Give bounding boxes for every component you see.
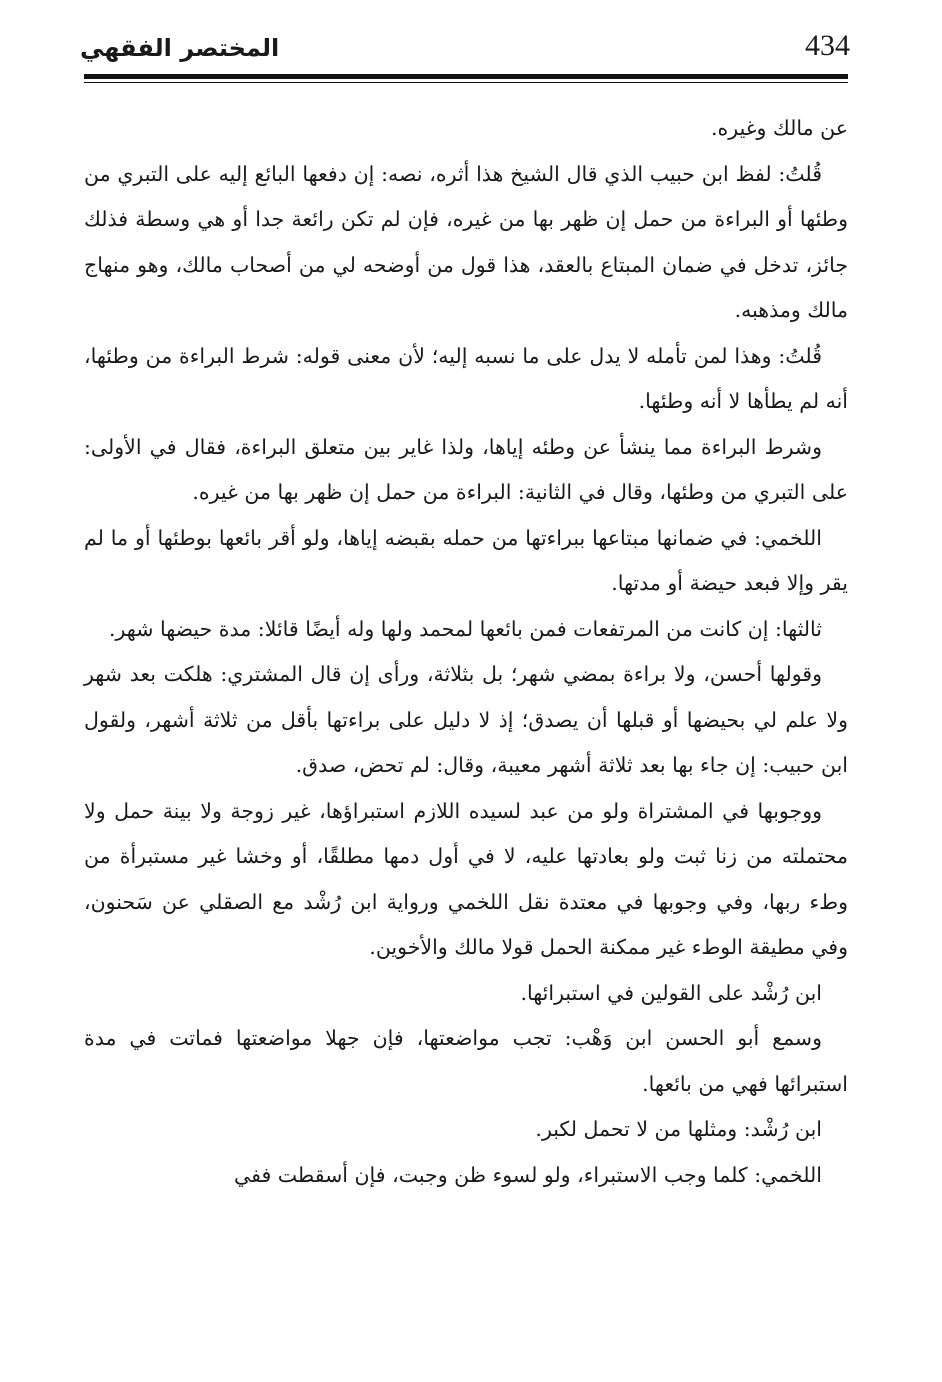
- paragraph: وسمع أبو الحسن ابن وَهْب: تجب مواضعتها، فإن جهلا مواضعتها فماتت في مدة استبرائها فهي من بائعها.: [84, 1026, 848, 1096]
- running-title: المختصر الفقهي: [80, 34, 280, 62]
- page-header: [80, 26, 850, 74]
- paragraph: ووجوبها في المشتراة ولو من عبد لسيده اللازم استبراؤها، غير زوجة ولا بينة حمل ولا محتملته من زنا ثبت ولو بعادتها عليه، لا في أول دمها مطلقًا، أو وخشا غير مستبرأة من وطء ربها، وفي وجوبها في معتدة نقل اللخمي ورواية ابن رُشْد مع الصقلي عن سَحنون، وفي مطيقة الوطء غير ممكنة الحمل قولا مالك والأخوين.: [84, 798, 848, 959]
- paragraph: قُلتُ: وهذا لمن تأمله لا يدل على ما نسبه إليه؛ لأن معنى قوله: شرط البراءة من وطئها، أنه لم يطأها لا أنه وطئها.: [84, 343, 848, 413]
- paragraph: وشرط البراءة مما ينشأ عن وطئه إياها، ولذا غاير بين متعلق البراءة، فقال في الأولى: على التبري من وطئها، وقال في الثانية: البراءة من حمل إن ظهر بها من غيره.: [84, 434, 848, 504]
- paragraph: ابن رُشْد على القولين في استبرائها.: [520, 980, 822, 1005]
- page-number: 434: [805, 29, 850, 62]
- paragraph: وقولها أحسن، ولا براءة بمضي شهر؛ بل بثلاثة، ورأى إن قال المشتري: هلكت بعد شهر ولا علم لي بحيضها أو قبلها أن يصدق؛ إذ لا دليل على براءتها بأقل من ثلاثة أشهر، ولقول ابن حبيب: إن جاء بها بعد ثلاثة أشهر معيبة، وقال: لم تحض، صدق.: [84, 662, 848, 777]
- paragraph: قُلتُ: لفظ ابن حبيب الذي قال الشيخ هذا أثره، نصه: إن دفعها البائع إليه على التبري من وطئها أو البراءة من حمل إن ظهر بها من غيره، فإن لم تكن رائعة جدا أو هي وسطة فذلك جائز، تدخل في ضمان المبتاع بالعقد، هذا قول من أوضحه لي من أصحاب مالك، وهو منهاج مالك ومذهبه.: [84, 161, 848, 322]
- paragraph: ثالثها: إن كانت من المرتفعات فمن بائعها لمحمد ولها وله أيضًا قائلا: مدة حيضها شهر.: [108, 616, 822, 641]
- paragraph: اللخمي: كلما وجب الاستبراء، ولو لسوء ظن وجبت، فإن أسقطت ففي: [234, 1162, 822, 1187]
- header-rule-thin: [84, 82, 848, 83]
- body-text: [84, 106, 848, 1198]
- paragraph: عن مالك وغيره.: [711, 116, 848, 140]
- paragraph: اللخمي: في ضمانها مبتاعها ببراءتها من حمله بقبضه إياها، ولو أقر بائعها بوطئها أو ما لم يقر وإلا فبعد حيضة أو مدتها.: [84, 525, 848, 595]
- paragraph: ابن رُشْد: ومثلها من لا تحمل لكبر.: [535, 1117, 822, 1141]
- header-rule-thick: [84, 74, 848, 79]
